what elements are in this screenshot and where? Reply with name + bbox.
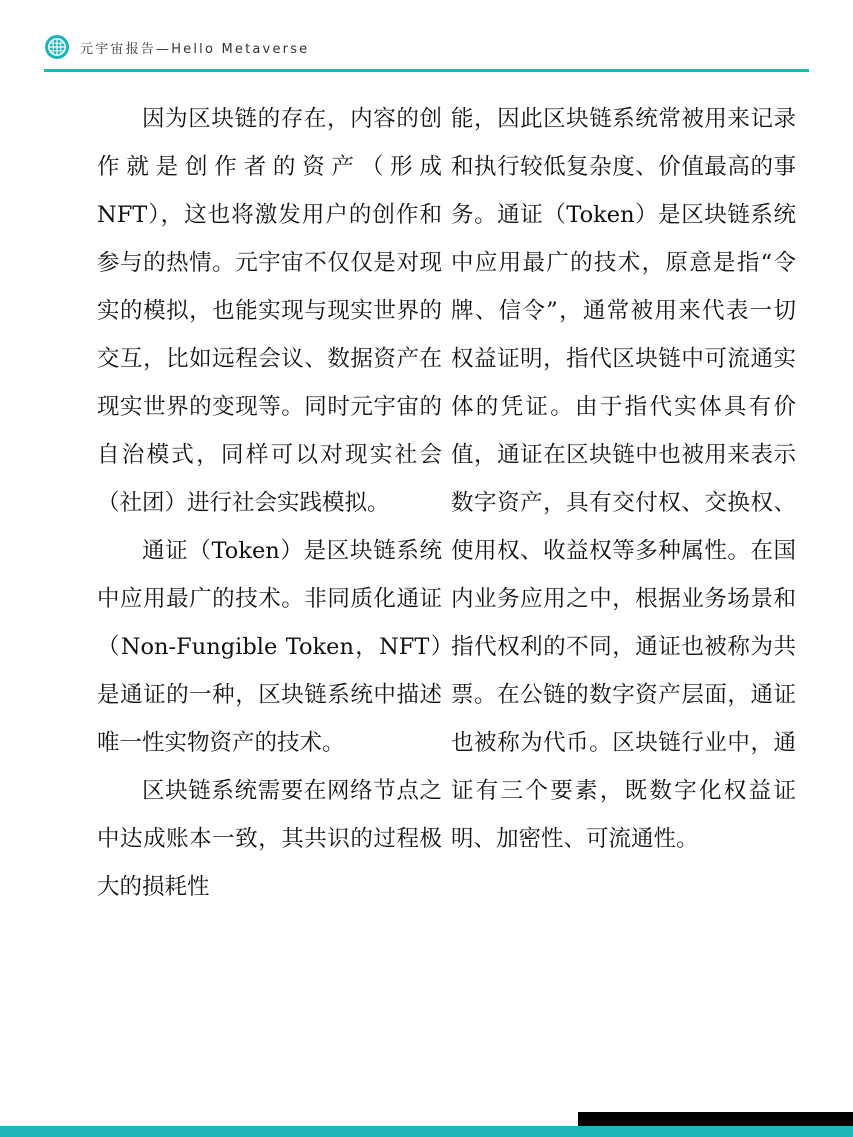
header-divider [44,69,809,72]
paragraph: 通证（Token）是区块链系统中应用最广的技术。非同质化通证（Non-Fungible Token，NFT）是通证的一种，区块链系统中描述唯一性实物资产的技术。 [97,538,442,756]
footer-bar [0,1126,853,1137]
text-column-right [451,95,796,863]
paragraph: 区块链系统需要在网络节点之中达成账本一致，其共识的过程极大的损耗性 [97,778,442,900]
footer-black-block [578,1112,853,1126]
page-header [44,32,309,62]
text-column-left [97,95,442,911]
globe-grid-icon [44,34,70,60]
paragraph: 因为区块链的存在，内容的创作就是创作者的资产（形成 NFT），这也将激发用户的创作和参与的热情。元宇宙不仅仅是对现实的模拟，也能实现与现实世界的交互，比如远程会议、数据资产在现实世界的变现等。同时元宇宙的自治模式，同样可以对现实社会（社团）进行社会实践模拟。 [97,106,442,516]
header-title: 元宇宙报告—Hello Metaverse [80,41,310,57]
paragraph-continued: 能，因此区块链系统常被用来记录和执行较低复杂度、价值最高的事务。通证（Token）是区块链系统中应用最广的技术，原意是指“令牌、信令”，通常被用来代表一切权益证明，指代区块链中可流通实体的凭证。由于指代实体具有价值，通证在区块链中也被用来表示数字资产，具有交付权、交换权、使用权、收益权等多种属性。在国内业务应用之中，根据业务场景和指代权利的不同，通证也被称为共票。在公链的数字资产层面，通证也被称为代币。区块链行业中，通证有三个要素，既数字化权益证明、加密性、可流通性。 [451,106,796,852]
